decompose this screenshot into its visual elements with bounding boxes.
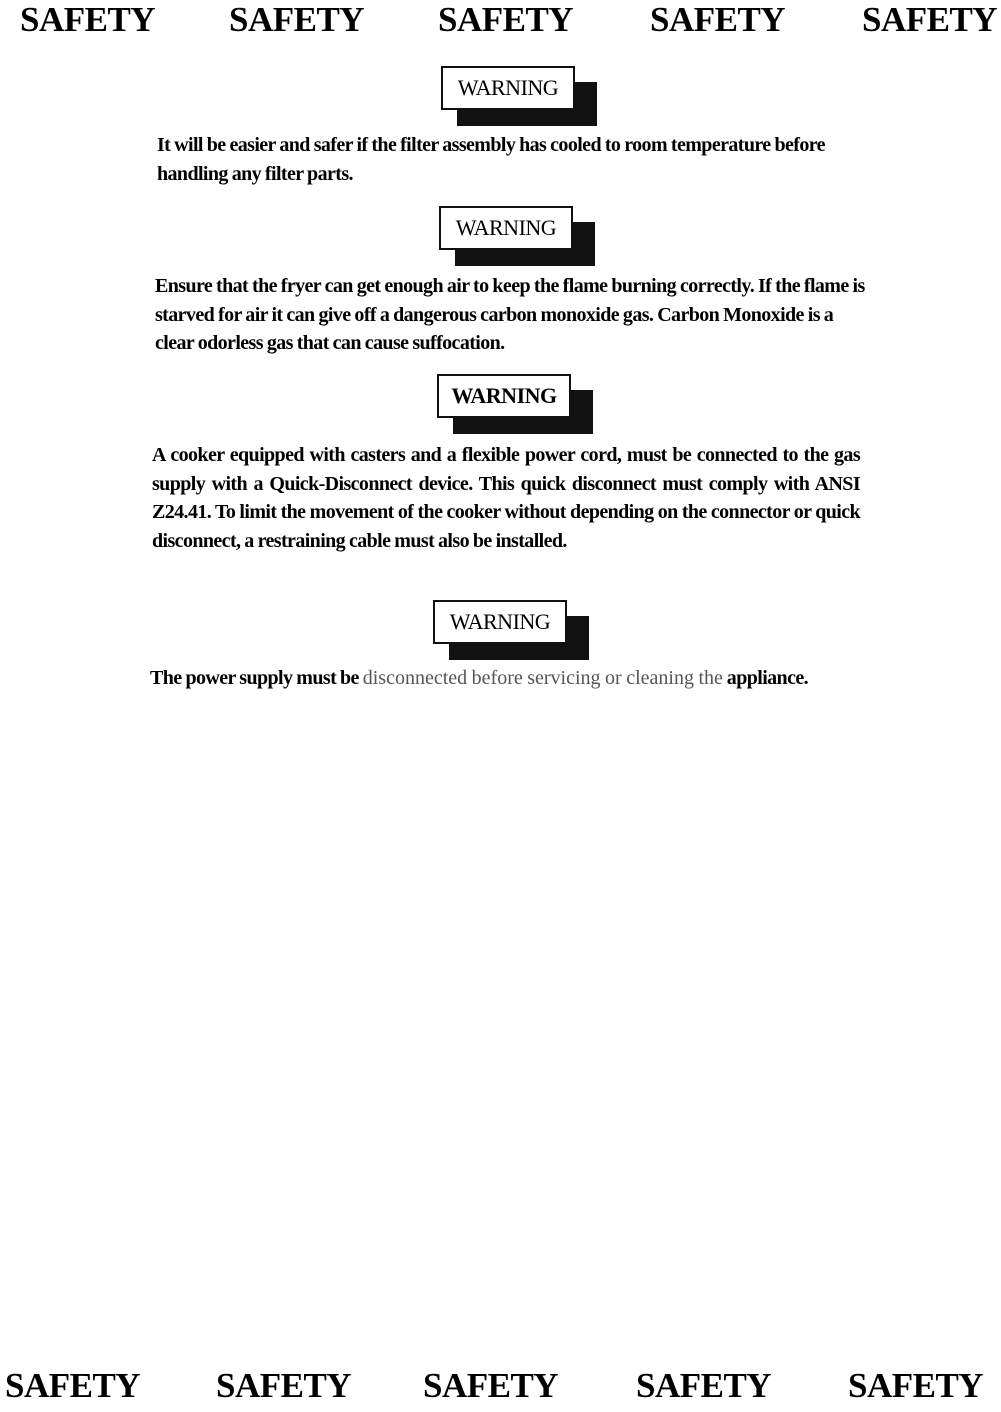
warning-text-3: A cooker equipped with casters and a flexible power cord, must be connected to the gas supply with a Quick-Disconnect device. This quick disconnect must comply with ANSI Z24.41. To limit the movement of the cooker without depending on the connector or quick disconnect, a restraining cable must also be installed. — [152, 444, 860, 552]
warning-label: WARNING — [439, 206, 573, 250]
warning-text-4-bold: The power supply must be — [150, 667, 359, 689]
warning-text-4-end: appliance. — [726, 667, 809, 689]
warning-text-2: Ensure that the fryer can get enough air to keep the flame burning correctly. If the flame is starved for air it can give off a dangerous carbon monoxide gas. Carbon Monoxide is a clear odorless gas that can cause suffocation. — [155, 275, 865, 354]
banner-word: SAFETY — [636, 1366, 772, 1405]
banner-word: SAFETY — [848, 1366, 984, 1405]
top-safety-banner — [0, 0, 1001, 44]
banner-word: SAFETY — [216, 1366, 352, 1405]
banner-word: SAFETY — [20, 0, 156, 39]
warning-label: WARNING — [433, 600, 567, 644]
warning-label: WARNING — [441, 66, 575, 110]
banner-word: SAFETY — [423, 1366, 559, 1405]
warning-badge-3 — [437, 374, 597, 436]
banner-word: SAFETY — [229, 0, 365, 39]
warning-label: WARNING — [437, 374, 571, 418]
warning-text-4-faded: disconnected before servicing or cleaning the — [362, 667, 723, 689]
banner-word: SAFETY — [862, 0, 998, 39]
warning-badge-2 — [439, 206, 599, 268]
warning-badge-1 — [441, 66, 601, 128]
warning-text-4 — [150, 664, 859, 693]
banner-word: SAFETY — [5, 1366, 141, 1405]
warning-badge-4 — [433, 600, 593, 662]
banner-word: SAFETY — [650, 0, 786, 39]
banner-word: SAFETY — [438, 0, 574, 39]
bottom-safety-banner — [0, 1366, 1001, 1410]
warning-text-1: It will be easier and safer if the filter assembly has cooled to room temperature before handling any filter parts. — [157, 134, 825, 185]
